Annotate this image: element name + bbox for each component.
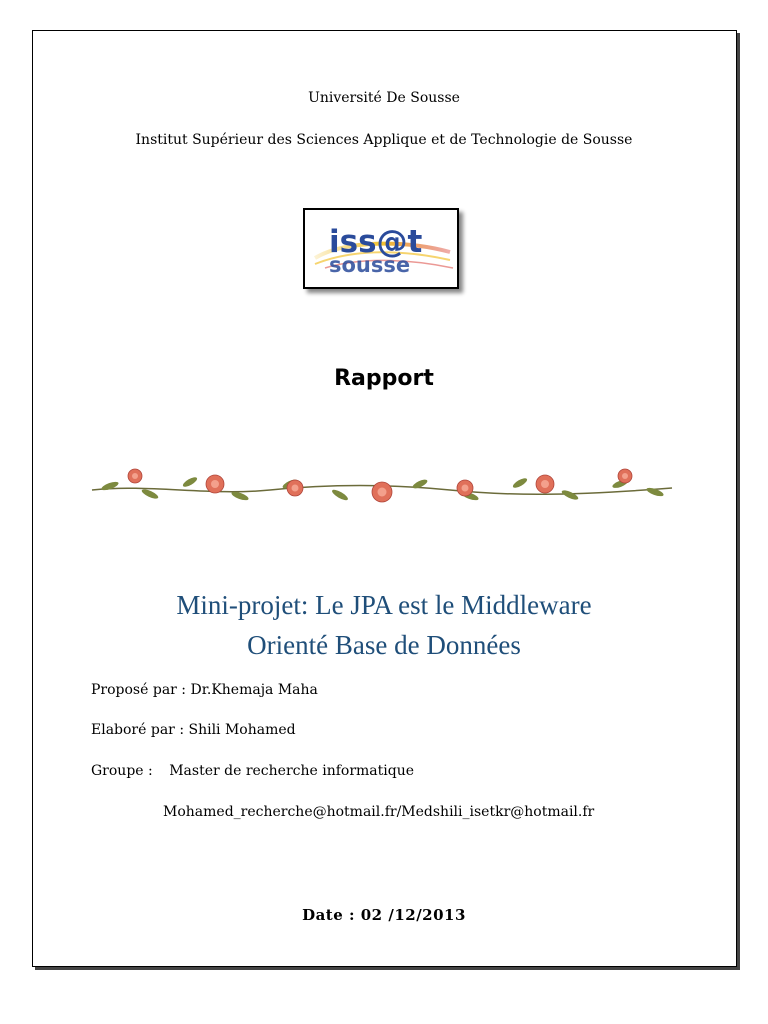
issat-logo [303,208,459,289]
proposed-by [91,682,318,698]
proposed-by-label: Proposé par : [91,682,187,698]
logo-text-top: iss@t [329,224,423,260]
group-label: Groupe : [91,763,153,779]
institute-name: Institut Supérieur des Sciences Applique et de Technologie de Sousse [135,132,633,148]
doc-type-heading: Rapport [334,366,434,391]
contact-emails: Mohamed_recherche@hotmail.fr/Medshili_isetkr@hotmail.fr [163,804,595,820]
group-value: Master de recherche informatique [169,763,415,779]
proposed-by-value: Dr.Khemaja Maha [190,682,318,698]
university-name: Université De Sousse [308,90,460,106]
logo-text-bottom: sousse [329,253,411,277]
report-date: Date : 02 /12/2013 [302,906,466,924]
elaborated-by [91,722,296,738]
report-title-line2: Orienté Base de Données [247,630,521,660]
report-title [0,585,768,665]
group [91,763,414,779]
floral-divider [90,462,674,512]
elaborated-by-value: Shili Mohamed [188,722,296,738]
report-title-line1: Mini-projet: Le JPA est le Middleware [176,590,592,620]
elaborated-by-label: Elaboré par : [91,722,185,738]
